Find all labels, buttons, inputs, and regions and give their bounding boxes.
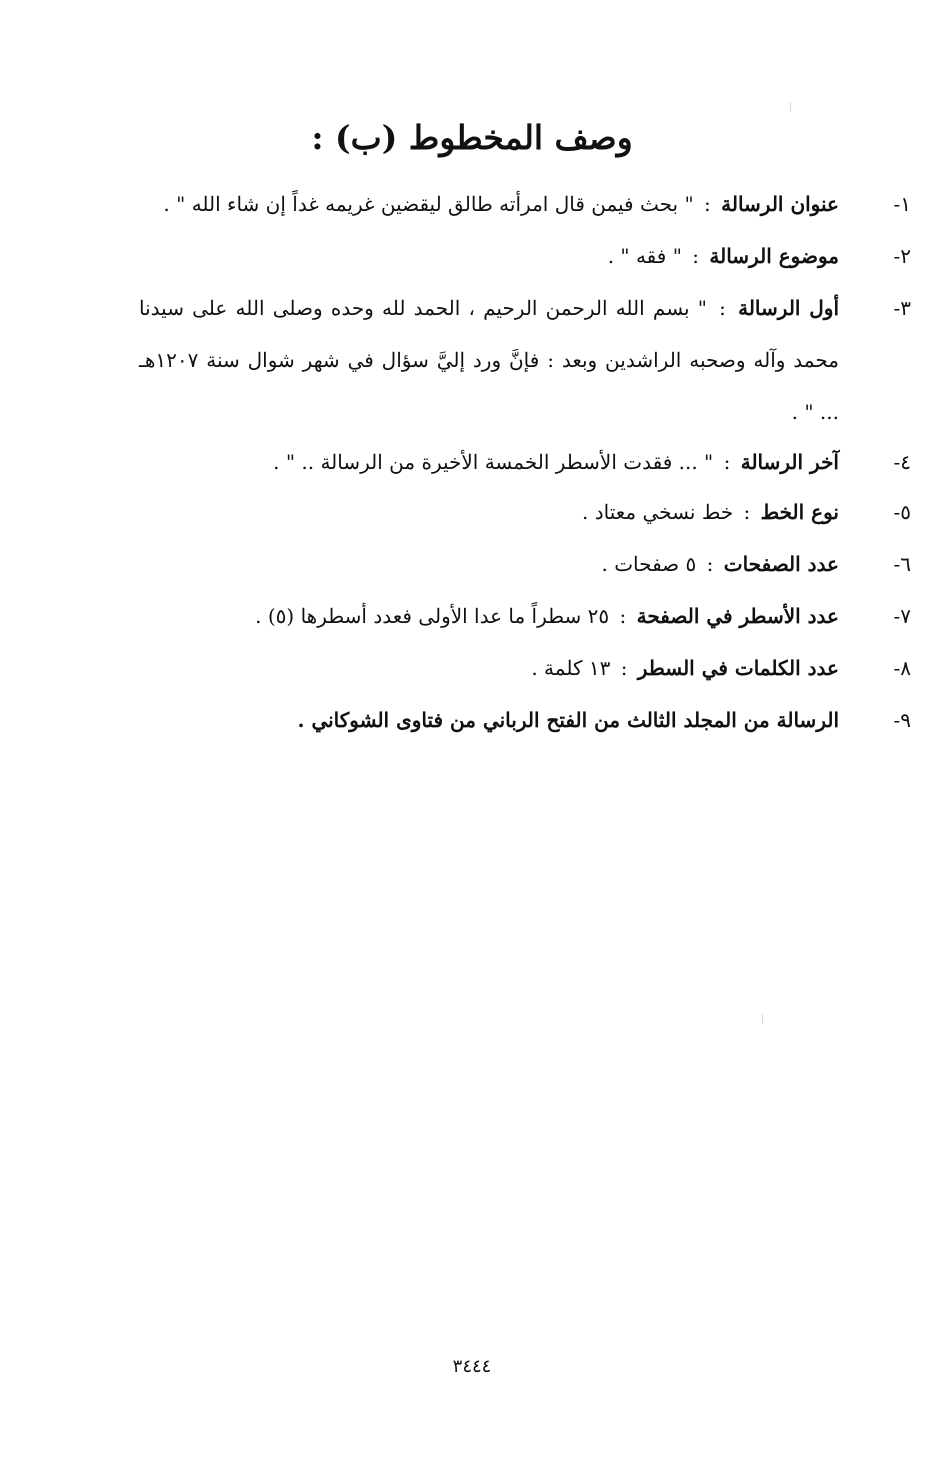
item-number: ٤- (893, 450, 911, 474)
item-separator: : (704, 192, 711, 216)
scan-mark (762, 1014, 763, 1024)
item-separator: : (619, 604, 627, 628)
list-item (39, 642, 911, 694)
item-label: آخر الرسالة (740, 450, 839, 474)
item-label: عدد الكلمات في السطر (637, 656, 839, 680)
item-number: ٧- (893, 604, 911, 628)
item-number: ٥- (893, 500, 911, 524)
item-label: عدد الصفحات (723, 552, 839, 576)
item-separator: : (706, 552, 714, 576)
list-item (39, 538, 911, 590)
page-title: وصف المخطوط (ب) : (311, 118, 633, 157)
item-number: ٣- (893, 296, 911, 320)
item-text: ٥ صفحات . (601, 552, 697, 576)
item-number: ١- (893, 192, 911, 216)
item-label: نوع الخط (760, 500, 839, 524)
item-separator: : (692, 244, 700, 268)
list-item (139, 282, 911, 438)
item-label: الرسالة من المجلد الثالث من الفتح الرباني من فتاوى الشوكاني . (297, 708, 839, 732)
list-item (39, 694, 911, 746)
item-separator (290, 708, 298, 732)
page-number: ٣٤٤٤ (452, 1356, 492, 1377)
list-item (39, 436, 911, 488)
item-label: موضوع الرسالة (709, 244, 839, 268)
item-separator: : (719, 296, 726, 320)
item-text: " بحث فيمن قال امرأته طالق ليقضين غريمه غداً إن شاء الله " . (163, 192, 694, 216)
item-label: عنوان الرسالة (721, 192, 839, 216)
item-text: ٢٥ سطراً ما عدا الأولى فعدد أسطرها (٥) . (255, 604, 610, 628)
item-text: " ... فقدت الأسطر الخمسة الأخيرة من الرسالة .. " . (273, 450, 714, 474)
item-label: عدد الأسطر في الصفحة (636, 604, 839, 628)
item-number: ٩- (893, 708, 911, 732)
item-text: ١٣ كلمة . (531, 656, 611, 680)
item-text: " بسم الله الرحمن الرحيم ، الحمد لله وحده وصلى الله على سيدنا محمد وآله وصحبه الراشدين وبعد : فإنَّ ورد إليَّ سؤال في شهر شوال سنة ١٢٠٧هـ ... " . (139, 296, 839, 424)
item-separator: : (620, 656, 628, 680)
item-label: أول الرسالة (738, 296, 839, 320)
scan-mark (790, 102, 791, 112)
item-number: ٨- (893, 656, 911, 680)
item-number: ٦- (893, 552, 911, 576)
item-text: " فقه " . (607, 244, 682, 268)
item-number: ٢- (893, 244, 911, 268)
list-item (39, 230, 911, 282)
list-item (39, 590, 911, 642)
item-text: خط نسخي معتاد . (582, 500, 734, 524)
item-separator: : (723, 450, 731, 474)
list-item (39, 486, 911, 538)
list-item (39, 178, 911, 230)
item-separator: : (743, 500, 751, 524)
